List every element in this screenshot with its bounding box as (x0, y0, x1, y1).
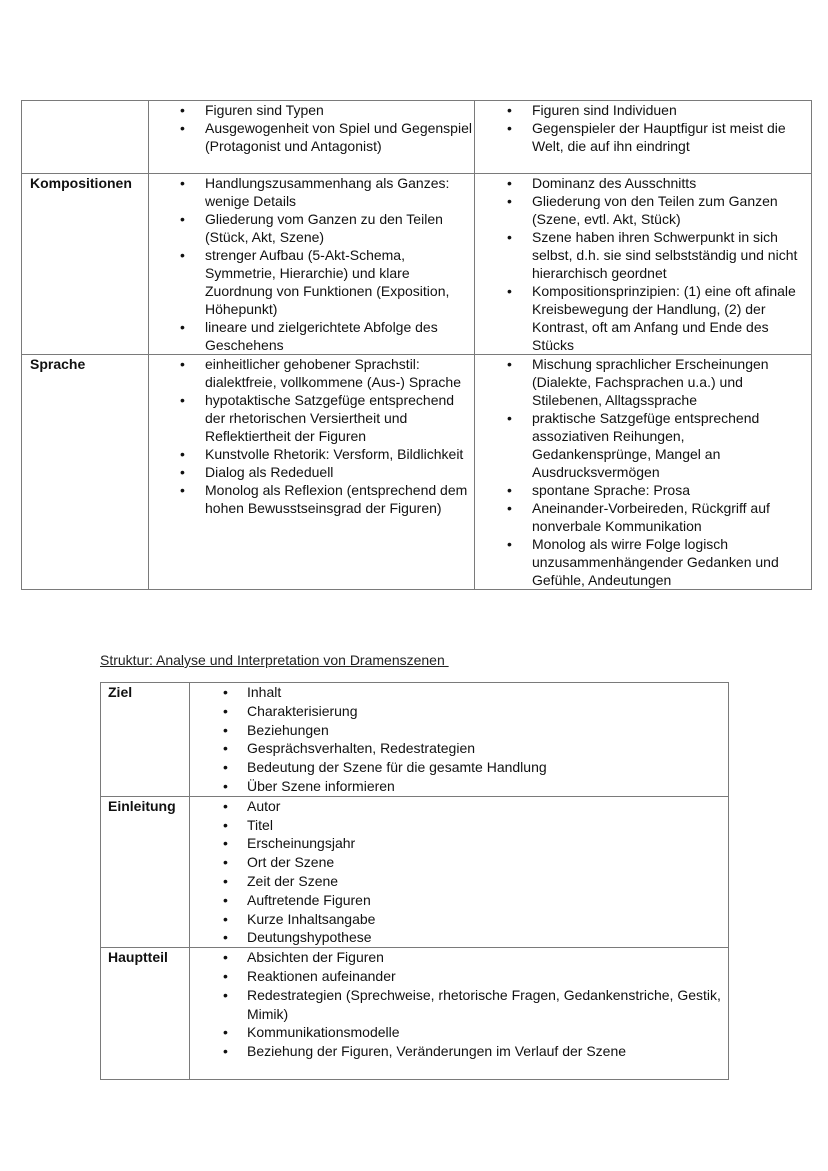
list-item: • Titel (190, 816, 728, 835)
list-item: • Redestrategien (Sprechweise, rhetorische Fragen, Gedankenstriche, Gestik, Mimik) (190, 986, 728, 1024)
list-item: • Gliederung von den Teilen zum Ganzen (Szene, evtl. Akt, Stück) (475, 192, 811, 228)
list-item: • Aneinander-Vorbeireden, Rückgriff auf nonverbale Kommunikation (475, 499, 811, 535)
list-item: • Gesprächsverhalten, Redestrategien (190, 739, 728, 758)
list-item: • Bedeutung der Szene für die gesamte Handlung (190, 758, 728, 777)
structure-table (100, 682, 729, 1080)
list-item: • Kompositionsprinzipien: (1) eine oft afinale Kreisbewegung der Handlung, (2) der Kontrast, oft am Anfang und Ende des Stücks (475, 282, 811, 354)
list-item: • Inhalt (190, 683, 728, 702)
list-item: • Zeit der Szene (190, 872, 728, 891)
bullet-list (149, 174, 474, 354)
list-item: • Monolog als wirre Folge logisch unzusammenhängender Gedanken und Gefühle, Andeutungen (475, 535, 811, 589)
list-item: • Beziehung der Figuren, Veränderungen im Verlauf der Szene (190, 1042, 728, 1061)
items-cell (190, 948, 729, 1080)
list-item: • Autor (190, 797, 728, 816)
list-item: • Ausgewogenheit von Spiel und Gegenspiel (Protagonist und Antagonist) (149, 119, 474, 155)
open-form-cell (475, 101, 812, 174)
list-item: • Gliederung vom Ganzen zu den Teilen (Stück, Akt, Szene) (149, 210, 474, 246)
drama-comparison-table (21, 100, 812, 590)
list-item: • Szene haben ihren Schwerpunkt in sich selbst, d.h. sie sind selbstständig und nicht hierarchisch geordnet (475, 228, 811, 282)
open-form-cell (475, 174, 812, 355)
table-row-kompositionen (22, 174, 812, 355)
bullet-list (475, 101, 811, 155)
row-label (22, 101, 149, 174)
list-item: • Dialog als Rededuell (149, 463, 474, 481)
list-item: • hypotaktische Satzgefüge entsprechend der rhetorischen Versiertheit und Reflektiertheit der Figuren (149, 391, 474, 445)
list-item: • Gegenspieler der Hauptfigur ist meist die Welt, die auf ihn eindringt (475, 119, 811, 155)
table-row-ziel (101, 683, 729, 797)
table-row-einleitung (101, 796, 729, 947)
list-item: • Handlungszusammenhang als Ganzes: wenige Details (149, 174, 474, 210)
list-item: • Absichten der Figuren (190, 948, 728, 967)
list-item: • spontane Sprache: Prosa (475, 481, 811, 499)
items-cell (190, 683, 729, 797)
list-item: • Kommunikationsmodelle (190, 1023, 728, 1042)
bullet-list (475, 174, 811, 354)
bullet-list (190, 948, 728, 1061)
list-item: • Mischung sprachlicher Erscheinungen (Dialekte, Fachsprachen u.a.) und Stilebenen, Alltagssprache (475, 355, 811, 409)
row-label: Hauptteil (101, 948, 190, 1080)
bullet-list (190, 683, 728, 796)
list-item: • Ort der Szene (190, 853, 728, 872)
list-item: • Auftretende Figuren (190, 891, 728, 910)
list-item: • Erscheinungsjahr (190, 834, 728, 853)
list-item: • Figuren sind Individuen (475, 101, 811, 119)
items-cell (190, 796, 729, 947)
bullet-list (149, 101, 474, 155)
closed-form-cell (149, 174, 475, 355)
bullet-list (475, 355, 811, 589)
row-label: Sprache (22, 355, 149, 590)
closed-form-cell (149, 355, 475, 590)
list-item: • Kunstvolle Rhetorik: Versform, Bildlichkeit (149, 445, 474, 463)
list-item: • einheitlicher gehobener Sprachstil: dialektfreie, vollkommene (Aus-) Sprache (149, 355, 474, 391)
list-item: • Beziehungen (190, 721, 728, 740)
row-label: Kompositionen (22, 174, 149, 355)
list-item: • Kurze Inhaltsangabe (190, 910, 728, 929)
bullet-list (149, 355, 474, 517)
list-item: • strenger Aufbau (5-Akt-Schema, Symmetrie, Hierarchie) und klare Zuordnung von Funktionen (Exposition, Höhepunkt) (149, 246, 474, 318)
row-label: Ziel (101, 683, 190, 797)
list-item: • Figuren sind Typen (149, 101, 474, 119)
list-item: • praktische Satzgefüge entsprechend assoziativen Reihungen, Gedankensprünge, Mangel an Ausdrucksvermögen (475, 409, 811, 481)
bullet-list (190, 797, 728, 947)
table-row-hauptteil (101, 948, 729, 1080)
list-item: • Über Szene informieren (190, 777, 728, 796)
open-form-cell (475, 355, 812, 590)
list-item: • Reaktionen aufeinander (190, 967, 728, 986)
row-label: Einleitung (101, 796, 190, 947)
table-row-figures (22, 101, 812, 174)
list-item: • Deutungshypothese (190, 928, 728, 947)
structure-heading: Struktur: Analyse und Interpretation von Dramenszenen (100, 652, 449, 668)
closed-form-cell (149, 101, 475, 174)
list-item: • Monolog als Reflexion (entsprechend dem hohen Bewusstseinsgrad der Figuren) (149, 481, 474, 517)
list-item: • Dominanz des Ausschnitts (475, 174, 811, 192)
list-item: • lineare und zielgerichtete Abfolge des Geschehens (149, 318, 474, 354)
list-item: • Charakterisierung (190, 702, 728, 721)
table-row-sprache (22, 355, 812, 590)
